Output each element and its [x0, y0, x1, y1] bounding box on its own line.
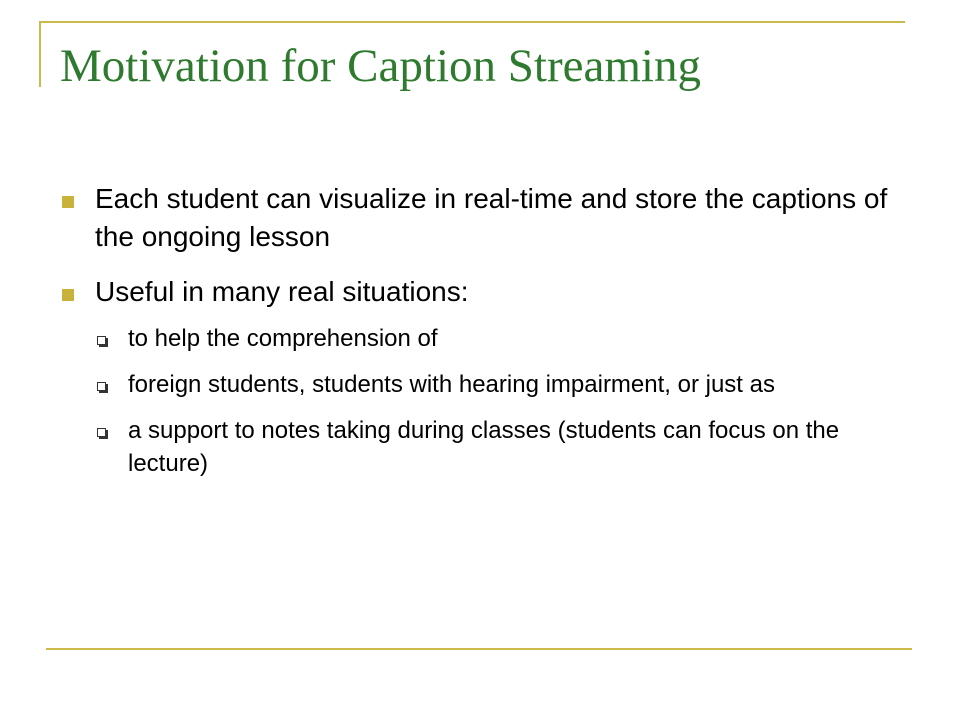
top-border-rule [41, 21, 905, 23]
bullet-item [60, 273, 910, 480]
bullet-text: Each student can visualize in real-time and store the captions of the ongoing lesson [95, 183, 888, 252]
hollow-square-bullet-icon [97, 428, 106, 437]
hollow-square-bullet-icon [97, 336, 106, 345]
bullet-text: Useful in many real situations: [95, 276, 469, 307]
sub-bullet-text: to help the comprehension of [128, 325, 438, 352]
sub-bullet-text: a support to notes taking during classes (students can focus on the lecture) [128, 417, 840, 477]
sub-bullet-item [95, 414, 910, 480]
sub-bullet-item [95, 322, 910, 355]
left-border-rule [39, 21, 41, 87]
sub-bullet-item [95, 368, 910, 401]
sub-bullet-list [95, 322, 910, 480]
bullet-item [60, 180, 910, 256]
bullet-list [60, 180, 910, 480]
bottom-border-rule [46, 648, 912, 650]
hollow-square-bullet-icon [97, 382, 106, 391]
slide-title: Motivation for Caption Streaming [60, 40, 701, 92]
square-bullet-icon [62, 196, 74, 208]
square-bullet-icon [62, 289, 74, 301]
sub-bullet-text: foreign students, students with hearing impairment, or just as [128, 371, 775, 398]
